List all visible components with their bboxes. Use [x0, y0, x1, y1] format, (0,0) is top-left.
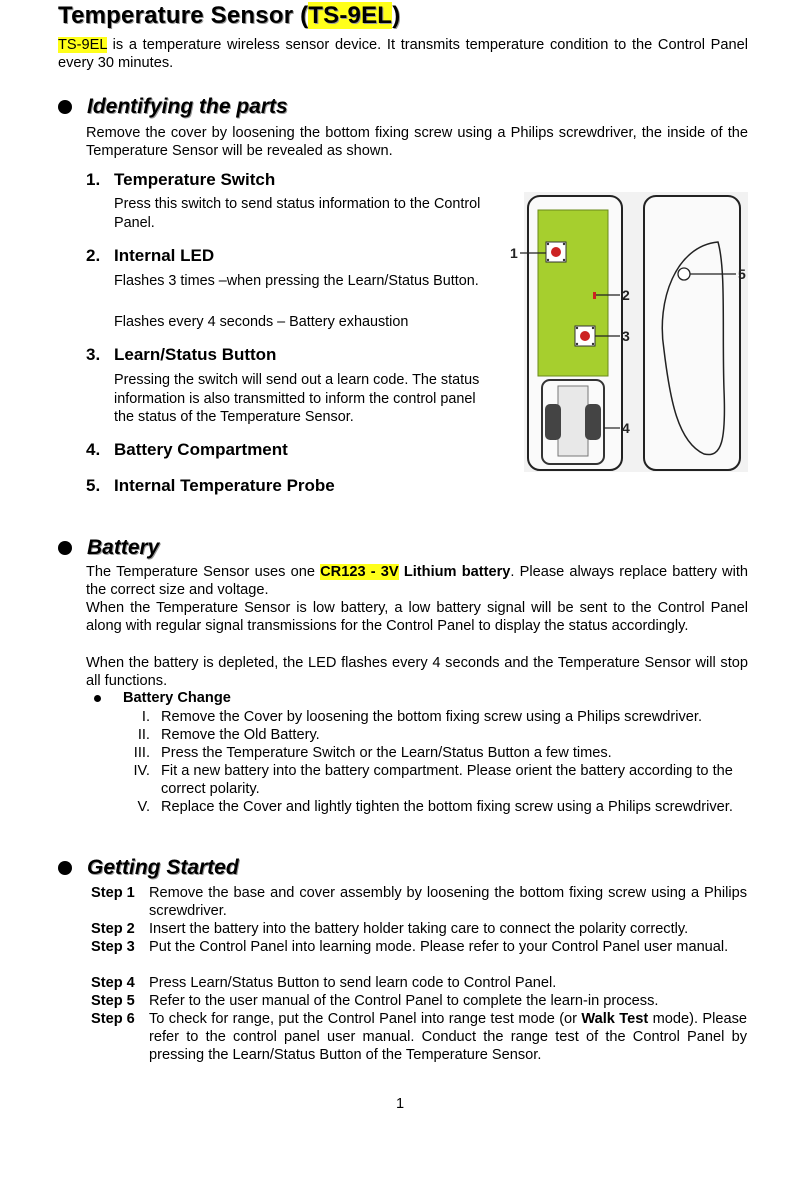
temperature-switch-button — [551, 247, 561, 257]
section-heading-getting-started: Getting Started — [58, 856, 239, 880]
part-desc-3: Pressing the switch will send out a learn code. The status information is also transmitted to inform the control panel the status of the Temperature Sensor. — [114, 372, 480, 425]
battery-type-highlight: CR123 - 3V — [320, 564, 399, 580]
temperature-probe — [678, 268, 690, 280]
bullet-icon — [58, 861, 72, 875]
battery-para-2: When the Temperature Sensor is low battery, a low battery signal will be sent to the Control Panel along with regular signal transmissions for the Control Panel to display the status accordingly. — [86, 600, 748, 634]
internal-led — [593, 292, 596, 299]
callout-1: 1 — [510, 245, 518, 261]
page-number: 1 — [396, 1096, 405, 1112]
part-item-1: 1. Temperature Switch — [86, 170, 276, 189]
part-item-4: 4. Battery Compartment — [86, 440, 288, 459]
part-item-3: 3. Learn/Status Button — [86, 345, 277, 364]
callout-3: 3 — [622, 328, 630, 344]
identifying-text: Remove the cover by loosening the bottom fixing screw using a Philips screwdriver, the inside of the Temperature Sensor will be revealed as shown. — [86, 125, 748, 159]
battery-para-1: The Temperature Sensor uses one CR123 - 3V Lithium battery. Please always replace battery with the correct size and voltage. — [86, 564, 749, 598]
model-highlight: TS-9EL — [308, 2, 393, 29]
part-desc-2a: Flashes 3 times –when pressing the Learn/Status Button. — [114, 273, 479, 289]
battery-para-3: When the battery is depleted, the LED flashes every 4 seconds and the Temperature Sensor will stop all functions. — [86, 655, 748, 689]
bullet-icon — [58, 100, 72, 114]
callout-4: 4 — [622, 420, 630, 436]
part-desc-1: Press this switch to send status information to the Control Panel. — [114, 196, 481, 231]
battery-change-heading: Battery Change — [94, 690, 231, 706]
sensor-diagram — [506, 190, 750, 474]
small-bullet-icon — [94, 695, 101, 702]
pcb-board — [538, 210, 608, 376]
walk-test-label: Walk Test — [581, 1011, 649, 1027]
intro-model: TS-9EL — [58, 37, 107, 53]
callout-5: 5 — [738, 266, 746, 282]
battery-clip-right — [585, 404, 601, 440]
housing-right — [644, 196, 740, 470]
page-title: Temperature Sensor (TS-9EL) — [58, 2, 401, 29]
intro-paragraph: TS-9EL is a temperature wireless sensor device. It transmits temperature condition to the Control Panel every 30 minutes. — [58, 37, 748, 71]
part-desc-2b: Flashes every 4 seconds – Battery exhaustion — [114, 314, 409, 330]
bullet-icon — [58, 541, 72, 555]
learn-status-button-cap — [580, 331, 590, 341]
manual-page: Temperature Sensor (TS-9EL) TS-9EL is a temperature wireless sensor device. It transmits temperature condition to the Control Panel every 30 minutes. Identifying the parts Remove the cover by loosening the bottom fixing screw using a Philips screwdriver, the inside of the Temperature Sensor will be revealed as shown. 1. Temperature Switch Press this switch to send status information to the Control Panel. 2. Internal LED Flashes 3 times –when pressing the Learn/Status Button. Flashes every 4 seconds – Battery exhaustion 3. Learn/Status Button Pressing the switch will send out a learn code. The status information is also transmitted to inform the control panel the status of the Temperature Sensor. 4. Battery Compartment 5. Internal Temperature Probe 1 2 3 4 5 Battery The Temperature Sensor uses one CR123 - 3V Lithium battery. Please always replace battery with the correct size and voltage. When the Temperature Sensor is low battery, a low battery signal will be sent to the Control Panel along with regular signal transmissions for the Control Panel to display the status accordingly. When the battery is depleted, the LED flashes every 4 seconds and the Temperature Sensor will stop all functions. Battery Change I. Remove the Cover by loosening the bottom fixing screw using a Philips screwdriver. II. Remove the Old Battery. III. Press the Temperature Switch or the Learn/Status Button a few times. IV. Fit a new battery into the battery compartment. Please orient the battery according to the correct polarity. V. Replace the Cover and lightly tighten the bottom fixing screw using a Philips screwdriver. Getting Started Step 1 Remove the base and cover assembly by loosening the bottom fixing screw using a Philips screwdriver. Step 2 Insert the battery into the battery holder taking care to connect the polarity correctly. Step 3 Put the Control Panel into learning mode. Please refer to your Control Panel user manual. Step 4 Press Learn/Status Button to send learn code to Control Panel. Step 5 Refer to the user manual of the Control Panel to complete the learn-in process. Step 6 To check for range, put the Control Panel into range test mode (or Walk Test mode). Please refer to the control panel user manual. Conduct the range test of the Control Panel by pressing the Learn/Status Button of the Temperature Sensor. 1 — [58, 2, 749, 1112]
sensor-diagram-svg — [506, 190, 750, 474]
part-item-2: 2. Internal LED — [86, 246, 215, 265]
battery-clip-left — [545, 404, 561, 440]
section-heading-identifying: Identifying the parts — [58, 95, 288, 119]
callout-2: 2 — [622, 287, 630, 303]
part-item-5: 5. Internal Temperature Probe — [86, 476, 335, 495]
section-heading-battery: Battery — [58, 536, 159, 560]
